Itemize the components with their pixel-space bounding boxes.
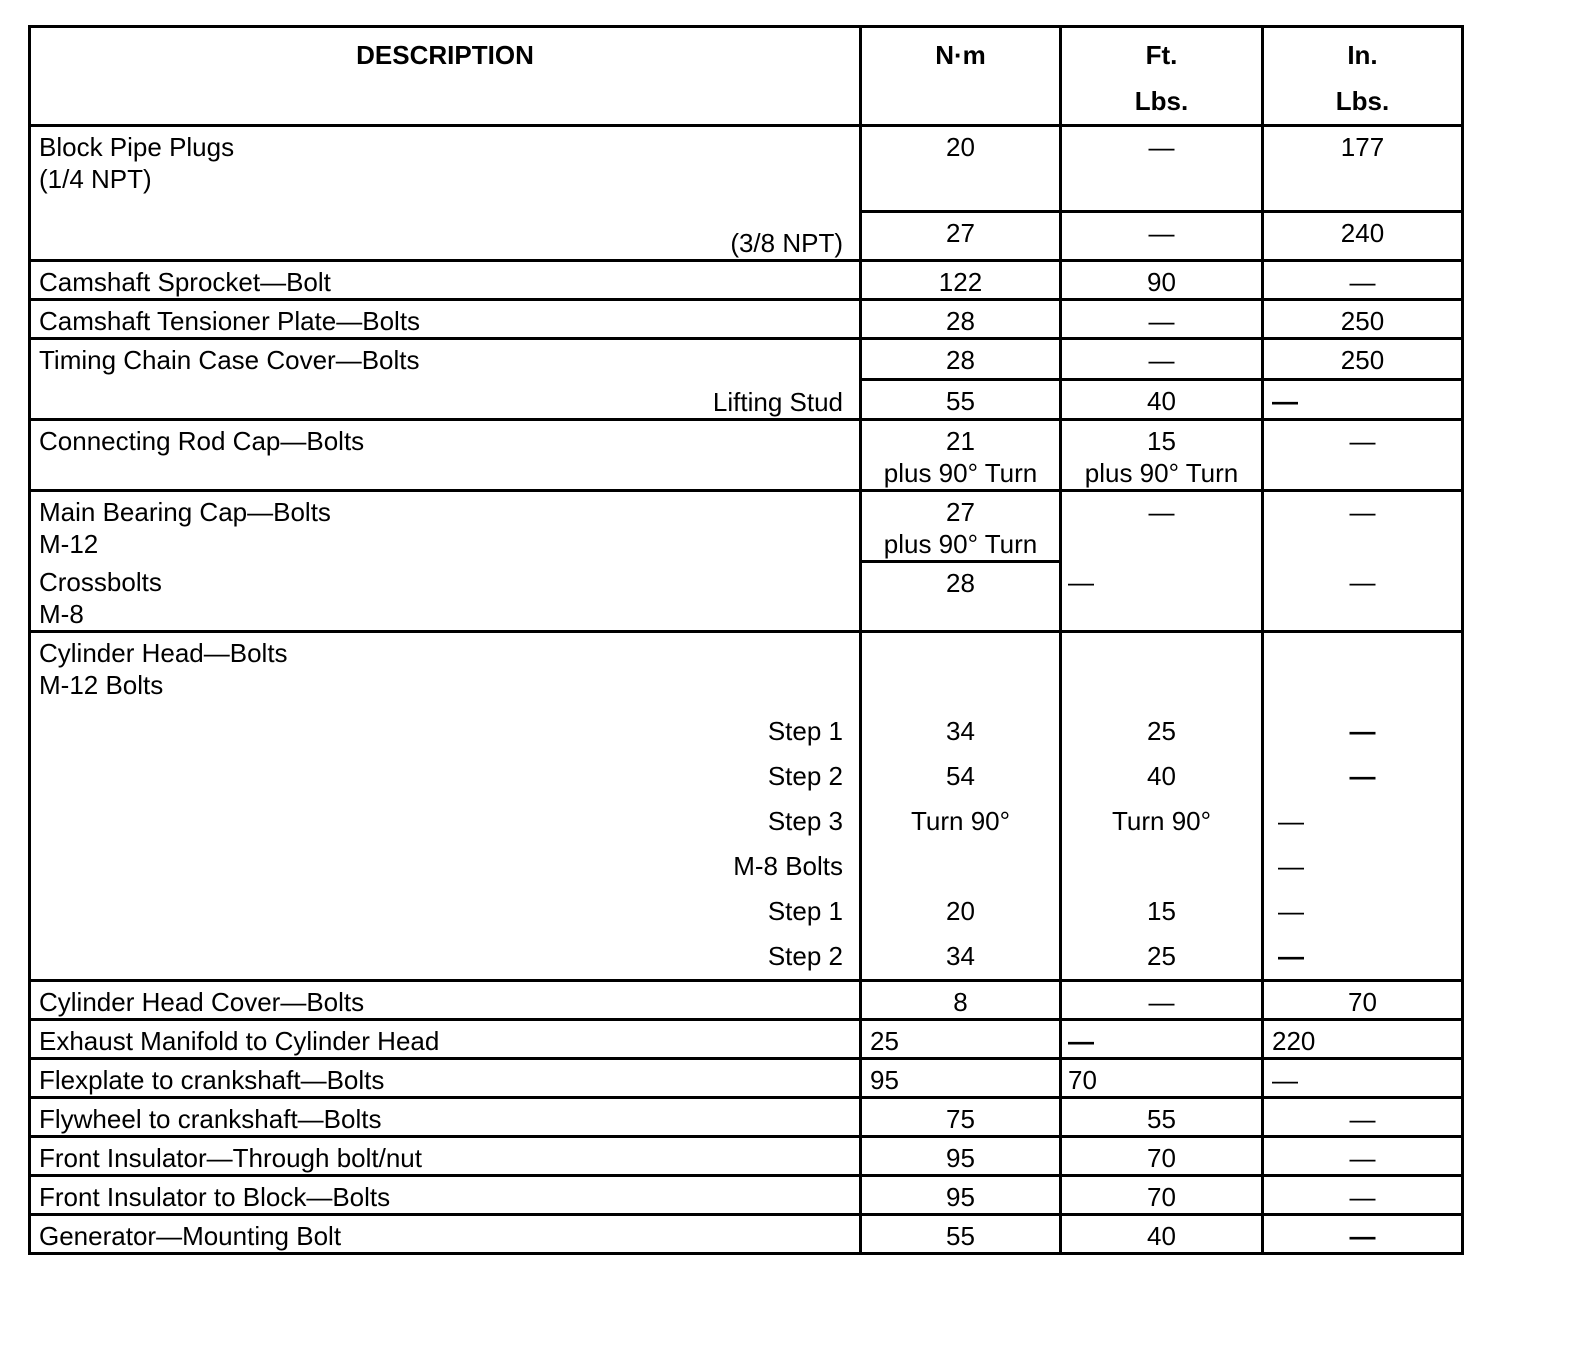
step-in: — [1278,895,1304,926]
ft-lbs-cell: 70 [1061,1058,1263,1097]
table-row [30,339,1463,380]
ft-lbs-cell: 40 [1061,1214,1263,1253]
in-lbs-cell: — [1263,1058,1463,1097]
step-nm: 34 [946,940,975,971]
step-ft: 25 [1147,940,1176,971]
nm-cell: 28 [861,562,1061,632]
step-in: — [1278,850,1304,881]
step-label: M-8 Bolts [733,850,843,881]
in-lbs-cell: — [1263,1136,1463,1175]
in-lbs-cell: 250 [1263,300,1463,339]
table-row [30,1019,1463,1058]
step-ft: Turn 90° [1111,805,1212,836]
table-row [30,1175,1463,1214]
table-row [30,631,1463,980]
table-row [30,1058,1463,1097]
description-line: Crossbolts [39,566,162,597]
ft-lbs-cell: — [1061,126,1263,212]
nm-cell: 28 [861,300,1061,339]
description-line: Cylinder Head—Bolts [39,637,288,668]
ft-lbs-cell [1061,631,1263,980]
ft-lbs-cell: 70 [1061,1136,1263,1175]
in-lbs-cell: 220 [1263,1019,1463,1058]
nm-cell: 20 [861,126,1061,212]
header-row [30,27,1463,126]
in-lbs-cell: — [1263,261,1463,300]
ft-lbs-cell: — [1061,491,1263,562]
header-ft-line2: Lbs. [1134,86,1189,116]
header-in-line1: In. [1347,40,1378,70]
in-lbs-cell: — [1263,379,1463,420]
sub-description: Lifting Stud [712,387,843,417]
step-label: Step 2 [767,760,843,791]
step-ft [1062,844,1261,889]
description-cell [30,339,861,420]
torque-spec-table [28,25,1464,1255]
description-cell: Front Insulator—Through bolt/nut [30,1136,861,1175]
in-lbs-cell: 70 [1263,980,1463,1019]
description-line: M-8 [39,598,84,629]
header-in-lbs [1263,27,1463,126]
ft-lbs-cell: — [1061,300,1263,339]
table-row [30,562,1463,632]
header-nm: N·m [861,27,1061,126]
description-cell: Generator—Mounting Bolt [30,1214,861,1253]
step-nm: 54 [946,760,975,791]
step-ft: 25 [1147,715,1176,746]
table-row [30,420,1463,491]
step-label: Step 1 [767,895,843,926]
description-cell: Flexplate to crankshaft—Bolts [30,1058,861,1097]
description-cell [30,562,861,632]
description-line: Block Pipe Plugs [39,132,235,162]
nm-cell: 95 [861,1058,1061,1097]
description-line: Main Bearing Cap—Bolts [39,497,331,527]
nm-cell: 28 [861,339,1061,380]
description-cell [30,631,861,980]
table-row [30,491,1463,562]
step-label: Step 3 [767,805,843,836]
step-in: — [1349,715,1376,746]
in-lbs-cell: — [1263,420,1463,491]
step-in: — [1278,940,1304,971]
nm-cell: 95 [861,1136,1061,1175]
in-lbs-cell [1263,631,1463,980]
header-ft-lbs [1061,27,1263,126]
description-cell: Flywheel to crankshaft—Bolts [30,1097,861,1136]
nm-cell: 55 [861,1214,1061,1253]
in-lbs-cell: 177 [1263,126,1463,212]
description-cell: Exhaust Manifold to Cylinder Head [30,1019,861,1058]
description-cell [30,126,861,261]
description-cell [30,491,861,562]
nm-cell: 8 [861,980,1061,1019]
description-line: M-12 Bolts [39,669,164,700]
in-lbs-cell: — [1263,1214,1463,1253]
table-row [30,126,1463,212]
header-description: DESCRIPTION [30,27,861,126]
nm-cell [861,420,1061,491]
nm-cell: 75 [861,1097,1061,1136]
sub-description: (3/8 NPT) [730,228,843,258]
ft-lbs-cell [1061,420,1263,491]
step-label: Step 2 [767,940,843,971]
ft-lbs-cell: — [1061,980,1263,1019]
in-lbs-cell: — [1263,562,1463,632]
nm-cell [861,631,1061,980]
table-row [30,1097,1463,1136]
in-lbs-cell: 250 [1263,339,1463,380]
nm-cell: 55 [861,379,1061,420]
nm-cell: 95 [861,1175,1061,1214]
in-lbs-cell: — [1263,491,1463,562]
nm-line: plus 90° Turn [883,458,1038,488]
in-lbs-cell: — [1263,1175,1463,1214]
ft-lbs-cell: — [1061,212,1263,261]
nm-line: 21 [946,426,975,456]
in-lbs-cell: 240 [1263,212,1463,261]
description-line: (1/4 NPT) [39,164,152,194]
ft-lbs-cell: — [1061,1019,1263,1058]
nm-cell [861,491,1061,562]
step-in: — [1349,760,1376,791]
header-ft-line1: Ft. [1145,40,1178,70]
nm-line: 27 [946,497,975,527]
ft-lbs-cell: 90 [1061,261,1263,300]
step-nm [862,844,1059,889]
table-row [30,980,1463,1019]
description-cell: Camshaft Tensioner Plate—Bolts [30,300,861,339]
description-cell: Cylinder Head Cover—Bolts [30,980,861,1019]
ft-line: 15 [1147,426,1176,456]
description-line: M-12 [39,529,99,559]
description-line: Timing Chain Case Cover—Bolts [39,345,420,375]
step-nm: Turn 90° [910,805,1011,836]
nm-cell: 122 [861,261,1061,300]
ft-line: plus 90° Turn [1084,458,1239,488]
nm-line: plus 90° Turn [883,529,1038,559]
ft-lbs-cell: — [1061,339,1263,380]
step-label: Step 1 [767,715,843,746]
step-ft: 15 [1147,895,1176,926]
ft-lbs-cell: 40 [1061,379,1263,420]
ft-lbs-cell: 55 [1061,1097,1263,1136]
step-ft: 40 [1147,760,1176,791]
description-cell: Front Insulator to Block—Bolts [30,1175,861,1214]
table-row [30,300,1463,339]
header-in-line2: Lbs. [1335,86,1390,116]
nm-cell: 27 [861,212,1061,261]
nm-cell: 25 [861,1019,1061,1058]
table-row [30,261,1463,300]
step-in: — [1278,805,1304,836]
ft-lbs-cell: 70 [1061,1175,1263,1214]
table-row [30,1214,1463,1253]
step-nm: 34 [946,715,975,746]
step-nm: 20 [946,895,975,926]
ft-lbs-cell: — [1061,562,1263,632]
description-cell: Connecting Rod Cap—Bolts [30,420,861,491]
table-row [30,1136,1463,1175]
description-cell: Camshaft Sprocket—Bolt [30,261,861,300]
in-lbs-cell: — [1263,1097,1463,1136]
